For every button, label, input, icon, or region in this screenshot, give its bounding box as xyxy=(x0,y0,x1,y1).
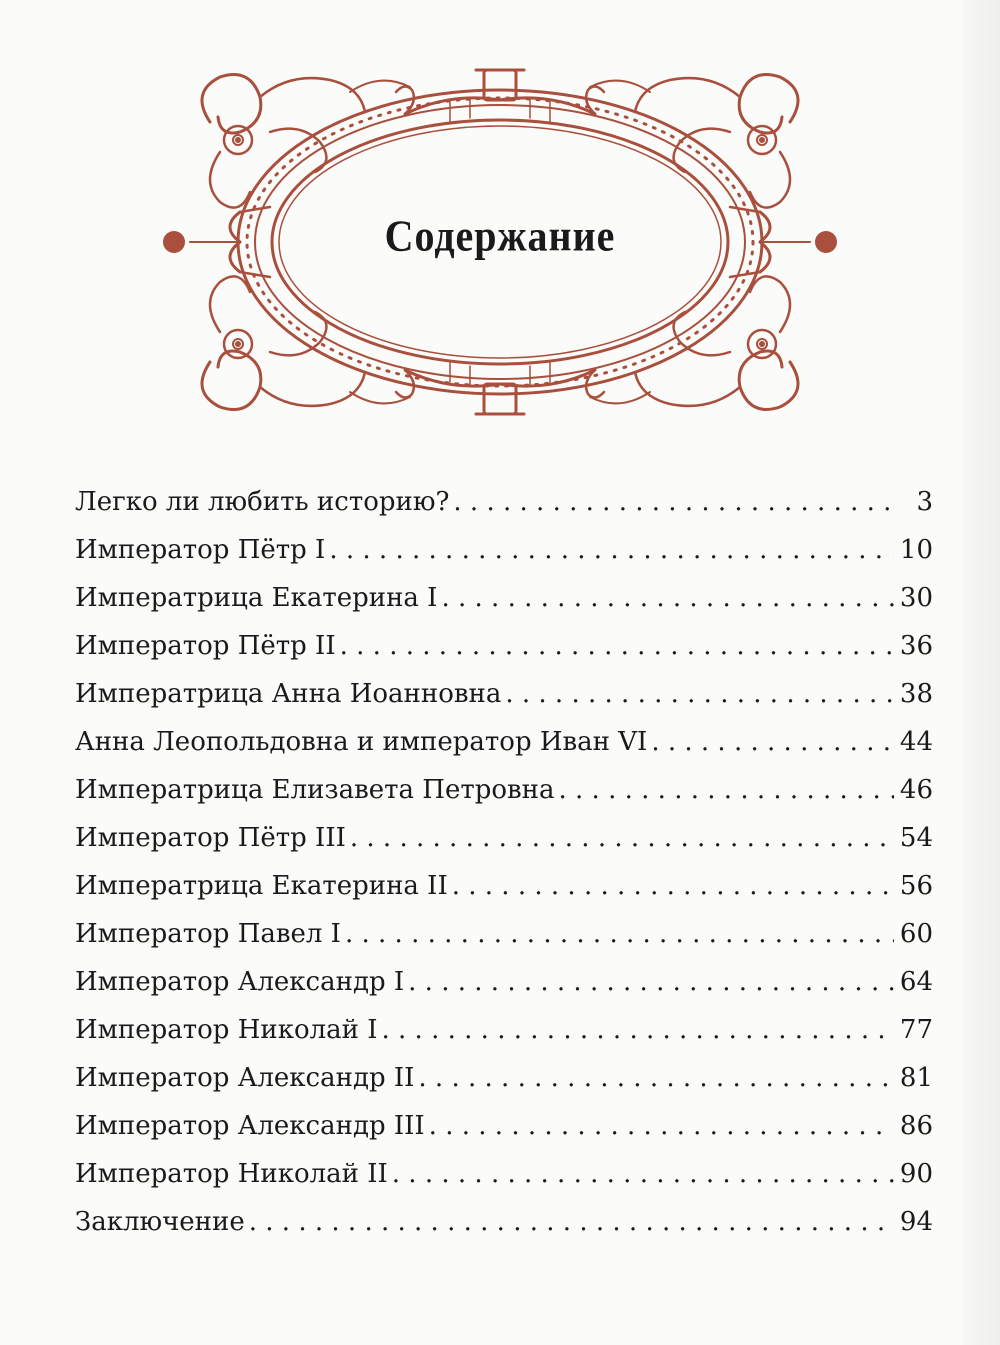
toc-entry-page: 10 xyxy=(899,535,933,565)
toc-entry-title: Император Николай II xyxy=(75,1159,388,1189)
toc-entry-title: Император Пётр II xyxy=(75,631,336,661)
toc-entry-title: Император Пётр III xyxy=(75,823,346,853)
toc-entry xyxy=(75,862,933,910)
toc-entry-page: 54 xyxy=(899,823,933,853)
toc-leader-dots xyxy=(408,958,894,1006)
toc-entry xyxy=(75,814,933,862)
toc-entry-title: Императрица Екатерина II xyxy=(75,871,448,901)
page-title: Содержание xyxy=(384,210,616,261)
toc-entry-page: 77 xyxy=(899,1015,933,1045)
toc-entry-title: Анна Леопольдовна и император Иван VI xyxy=(75,727,648,757)
toc-entry-page: 86 xyxy=(899,1111,933,1141)
toc-entry-title: Легко ли любить историю? xyxy=(75,487,450,517)
toc-entry-title: Император Павел I xyxy=(75,919,341,949)
toc-leader-dots xyxy=(505,670,894,718)
toc-entry-title: Император Александр I xyxy=(75,967,405,997)
toc-entry-page: 60 xyxy=(899,919,933,949)
toc-entry-page: 94 xyxy=(899,1207,933,1237)
toc-leader-dots xyxy=(345,910,894,958)
toc-leader-dots xyxy=(392,1150,894,1198)
toc-leader-dots xyxy=(329,526,894,574)
toc-entry-title: Императрица Елизавета Петровна xyxy=(75,775,555,805)
toc-leader-dots xyxy=(350,814,894,862)
toc-entry-page: 90 xyxy=(899,1159,933,1189)
toc-leader-dots xyxy=(382,1006,894,1054)
toc-entry-title: Императрица Екатерина I xyxy=(75,583,438,613)
toc-entry xyxy=(75,622,933,670)
toc-leader-dots xyxy=(651,718,894,766)
toc-entry-page: 3 xyxy=(916,487,933,517)
toc-entry-page: 30 xyxy=(899,583,933,613)
toc-entry-page: 56 xyxy=(899,871,933,901)
toc-entry xyxy=(75,1006,933,1054)
toc-leader-dots xyxy=(418,1054,894,1102)
toc-entry xyxy=(75,958,933,1006)
toc-leader-dots xyxy=(452,862,894,910)
toc-entry xyxy=(75,1054,933,1102)
toc-entry xyxy=(75,478,933,526)
toc-entry-title: Заключение xyxy=(75,1207,245,1237)
toc-entry-page: 44 xyxy=(899,727,933,757)
toc-entry-title: Император Александр III xyxy=(75,1111,425,1141)
table-of-contents xyxy=(75,478,933,1246)
toc-leader-dots xyxy=(441,574,893,622)
toc-entry xyxy=(75,718,933,766)
toc-entry xyxy=(75,1150,933,1198)
toc-entry xyxy=(75,1102,933,1150)
toc-leader-dots xyxy=(249,1198,894,1246)
toc-entry-title: Императрица Анна Иоанновна xyxy=(75,679,502,709)
toc-entry xyxy=(75,526,933,574)
toc-leader-dots xyxy=(559,766,894,814)
toc-leader-dots xyxy=(453,478,899,526)
toc-entry-title: Император Пётр I xyxy=(75,535,326,565)
toc-leader-dots xyxy=(340,622,894,670)
toc-entry-page: 36 xyxy=(899,631,933,661)
toc-entry xyxy=(75,766,933,814)
toc-entry xyxy=(75,1198,933,1246)
toc-entry-page: 46 xyxy=(899,775,933,805)
toc-entry xyxy=(75,670,933,718)
toc-entry-page: 64 xyxy=(899,967,933,997)
toc-entry xyxy=(75,910,933,958)
page-edge-shadow xyxy=(962,0,1000,1345)
toc-entry xyxy=(75,574,933,622)
toc-entry-page: 81 xyxy=(899,1063,933,1093)
toc-entry-page: 38 xyxy=(899,679,933,709)
toc-leader-dots xyxy=(429,1102,894,1150)
toc-entry-title: Император Александр II xyxy=(75,1063,415,1093)
toc-entry-title: Император Николай I xyxy=(75,1015,378,1045)
